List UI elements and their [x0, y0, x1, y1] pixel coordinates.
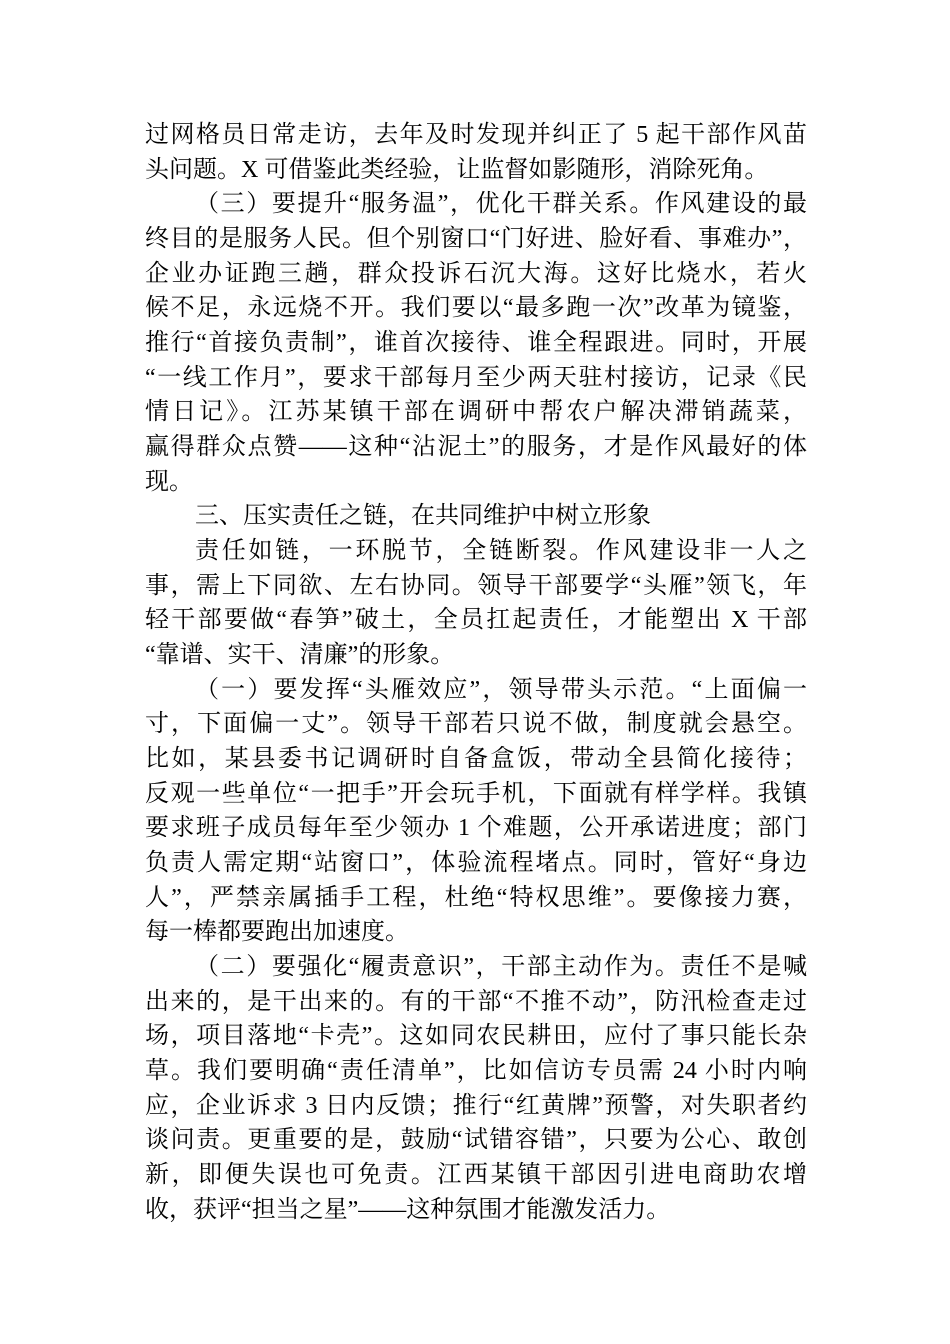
text-line: “一线工作月”，要求干部每月至少两天驻村接访，记录《民 — [145, 364, 807, 391]
text-line: 头问题。X 可借鉴此类经验，让监督如影随形，消除死角。 — [145, 156, 769, 183]
text-line: 应，企业诉求 3 日内反馈；推行“红黄牌”预警，对失职者约 — [145, 1092, 807, 1119]
text-line: 终目的是服务人民。但个别窗口“门好进、脸好看、事难办”， — [145, 226, 807, 253]
text-line: 推行“首接负责制”，谁首次接待、谁全程跟进。同时，开展 — [145, 330, 807, 357]
paragraph — [145, 950, 807, 1227]
text-line: （二）要强化“履责意识”，干部主动作为。责任不是喊 — [195, 954, 807, 981]
text-line: 寸，下面偏一丈”。领导干部若只说不做，制度就会悬空。 — [145, 711, 807, 738]
text-line: （一）要发挥“头雁效应”，领导带头示范。“上面偏一 — [195, 676, 807, 703]
paragraph — [145, 534, 807, 673]
text-line: 负责人需定期“站窗口”，体验流程堵点。同时，管好“身边 — [145, 850, 807, 877]
text-line: 情日记》。江苏某镇干部在调研中帮农户解决滞销蔬菜， — [145, 399, 807, 426]
text-line: 人”，严禁亲属插手工程，杜绝“特权思维”。要像接力赛， — [145, 884, 807, 911]
section-heading — [145, 499, 807, 534]
text-line: 比如，某县委书记调研时自备盒饭，带动全县简化接待； — [145, 746, 807, 773]
text-line: 候不足，永远烧不开。我们要以“最多跑一次”改革为镜鉴， — [145, 295, 807, 322]
text-line: 责任如链，一环脱节，全链断裂。作风建设非一人之 — [195, 538, 807, 565]
text-line: 谈问责。更重要的是，鼓励“试错容错”，只要为公心、敢创 — [145, 1127, 807, 1154]
text-line: 反观一些单位“一把手”开会玩手机，下面就有样学样。我镇 — [145, 780, 807, 807]
text-line: 现。 — [145, 468, 193, 495]
paragraph — [145, 187, 807, 499]
text-line: 每一棒都要跑出加速度。 — [145, 919, 409, 946]
text-line: 事，需上下同欲、左右协同。领导干部要学“头雁”领飞，年 — [145, 572, 807, 599]
text-line: 新，即便失误也可免责。江西某镇干部因引进电商助农增 — [145, 1162, 807, 1189]
document-body — [145, 118, 807, 1228]
paragraph — [145, 673, 807, 950]
paragraph — [145, 118, 807, 187]
text-line: 赢得群众点赞——这种“沾泥土”的服务，才是作风最好的体 — [145, 434, 807, 461]
text-line: 出来的，是干出来的。有的干部“不推不动”，防汛检查走过 — [145, 988, 807, 1015]
text-line: 场，项目落地“卡壳”。这如同农民耕田，应付了事只能长杂 — [145, 1023, 807, 1050]
heading-line: 三、压实责任之链，在共同维护中树立形象 — [195, 503, 651, 530]
text-line: 轻干部要做“春笋”破土，全员扛起责任，才能塑出 X 干部 — [145, 607, 807, 634]
text-line: 收，获评“担当之星”——这种氛围才能激发活力。 — [145, 1196, 671, 1223]
text-line: 要求班子成员每年至少领办 1 个难题，公开承诺进度；部门 — [145, 815, 807, 842]
text-line: 草。我们要明确“责任清单”，比如信访专员需 24 小时内响 — [145, 1058, 807, 1085]
text-line: “靠谱、实干、清廉”的形象。 — [145, 642, 455, 669]
text-line: 企业办证跑三趟，群众投诉石沉大海。这好比烧水，若火 — [145, 260, 807, 287]
text-line: （三）要提升“服务温”，优化干群关系。作风建设的最 — [195, 191, 807, 218]
text-line: 过网格员日常走访，去年及时发现并纠正了 5 起干部作风苗 — [145, 122, 807, 148]
